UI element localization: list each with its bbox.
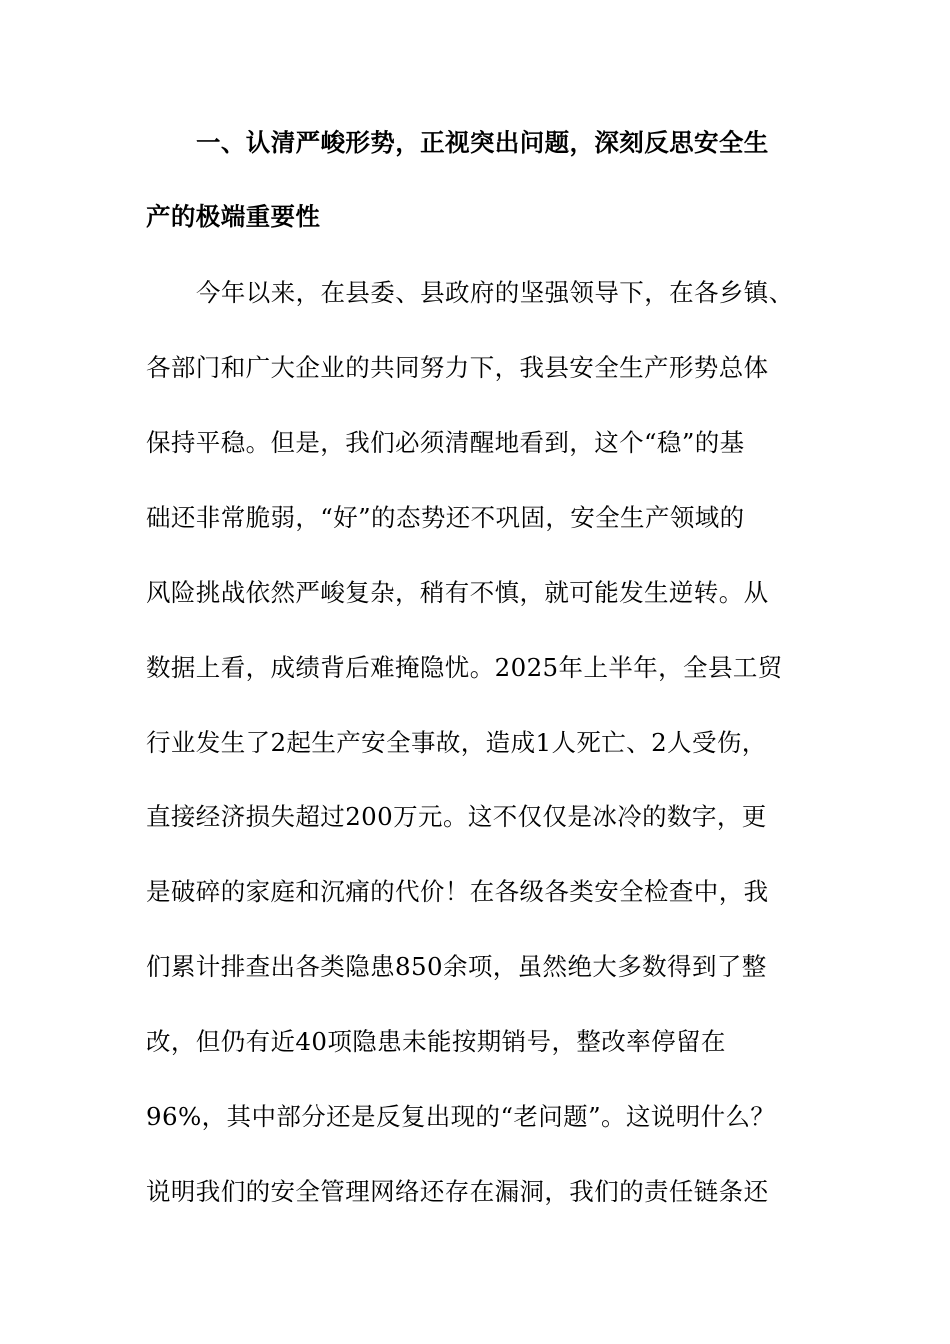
body-line-7: 行业发生了2起生产安全事故，造成1人死亡、2人受伤，: [146, 728, 767, 757]
body-line-10: 们累计排查出各类隐患850余项，虽然绝大多数得到了整: [146, 952, 767, 981]
body-line-3: 保持平稳。但是，我们必须清醒地看到，这个“稳”的基: [146, 428, 745, 457]
body-line-2: 各部门和广大企业的共同努力下，我县安全生产形势总体: [146, 353, 769, 382]
body-line-6: 数据上看，成绩背后难掩隐忧。2025年上半年，全县工贸: [146, 653, 783, 682]
body-line-1: 今年以来，在县委、县政府的坚强领导下，在各乡镇、: [196, 278, 794, 307]
body-line-12: 96%，其中部分还是反复出现的“老问题”。这说明什么？: [146, 1102, 776, 1131]
body-line-9: 是破碎的家庭和沉痛的代价！在各级各类安全检查中，我: [146, 877, 769, 906]
body-line-8: 直接经济损失超过200万元。这不仅仅是冰冷的数字，更: [146, 802, 767, 831]
body-line-4: 础还非常脆弱，“好”的态势还不巩固，安全生产领域的: [146, 503, 745, 532]
body-line-13: 说明我们的安全管理网络还存在漏洞，我们的责任链条还: [146, 1177, 769, 1206]
heading-line-2: 产的极端重要性: [146, 202, 321, 231]
heading-line-1: 一、认清严峻形势，正视突出问题，深刻反思安全生: [196, 128, 769, 157]
body-line-11: 改，但仍有近40项隐患未能按期销号，整改率停留在: [146, 1027, 726, 1056]
body-line-5: 风险挑战依然严峻复杂，稍有不慎，就可能发生逆转。从: [146, 578, 769, 607]
